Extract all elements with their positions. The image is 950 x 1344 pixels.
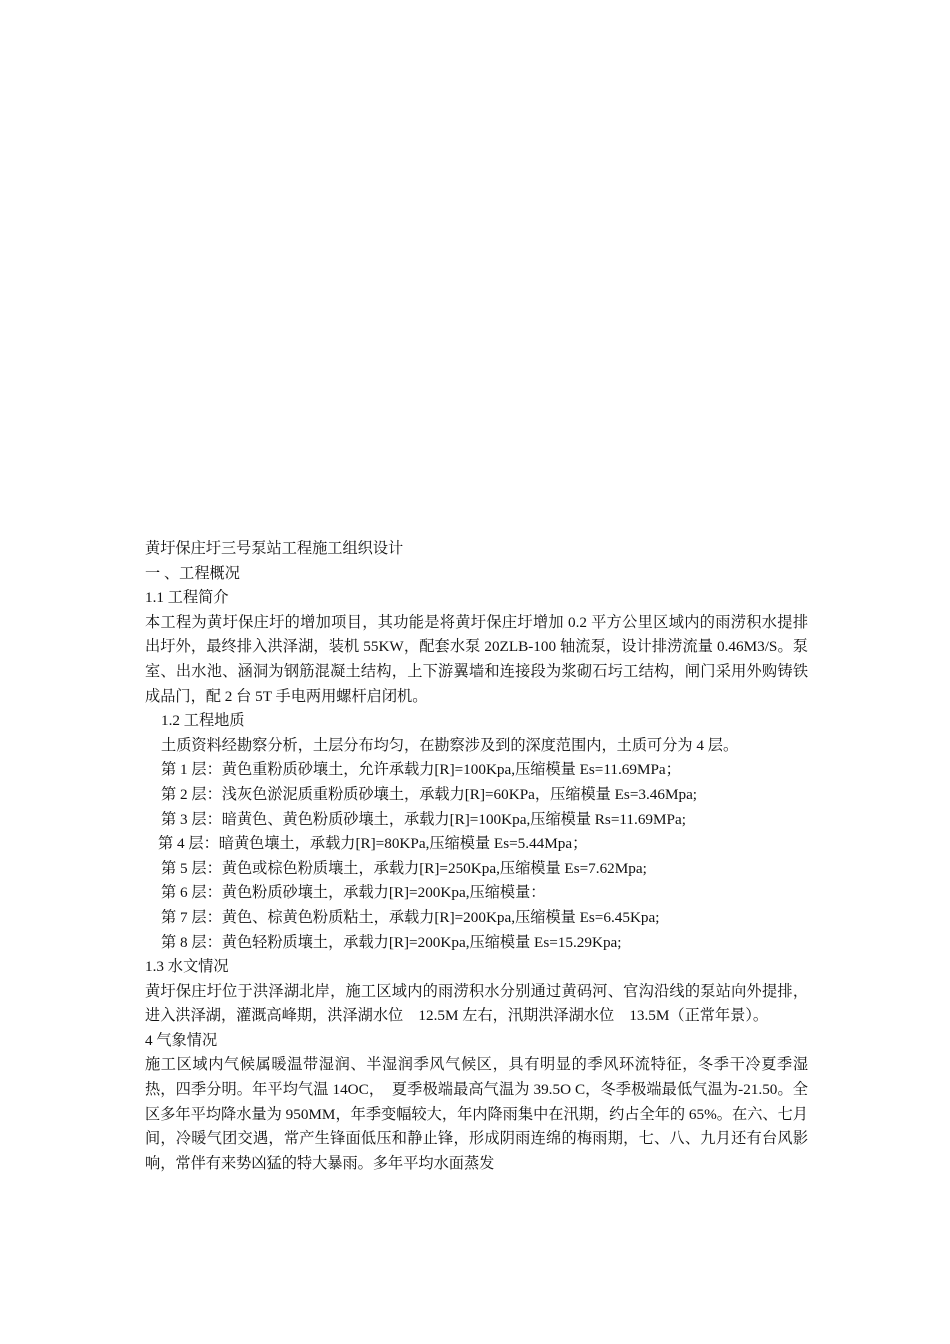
soil-layer-6: 第 6 层：黄色粉质砂壤土，承载力[R]=200Kpa,压缩模量：	[161, 884, 546, 902]
subsection-heading-geology: 1.2 工程地质	[161, 712, 245, 730]
soil-layer-1: 第 1 层：黄色重粉质砂壤土，允许承载力[R]=100Kpa,压缩模量 Es=11.69MPa；	[161, 761, 681, 779]
document-title: 黄圩保庄圩三号泵站工程施工组织设计	[145, 540, 404, 557]
soil-layer-3: 第 3 层：暗黄色、黄色粉质砂壤土，承载力[R]=100Kpa,压缩模量 Rs=11.69MPa;	[161, 810, 686, 828]
paragraph-climate: 施工区域内气候属暖温带湿润、半湿润季风气候区，具有明显的季风环流特征，冬季干冷夏季湿热，四季分明。年平均气温 14OC， 夏季极端最高气温为 39.5O C，冬季极端最低气温为-21.50。全区多年平均降水量为 950MM，年季变幅较大，年内降雨集中在汛期，约占全年的 65%。在六、七月间，冷暖气团交遇，常产生锋面低压和静止锋，形成阴雨连绵的梅雨期，七、八、九月还有台风影响，常伴有来势凶猛的特大暴雨。多年平均水面蒸发	[145, 1056, 808, 1172]
soil-layer-8: 第 8 层：黄色轻粉质壤土，承载力[R]=200Kpa,压缩模量 Es=15.29Kpa;	[161, 933, 622, 951]
paragraph-intro: 本工程为黄圩保庄圩的增加项目，其功能是将黄圩保庄圩增加 0.2 平方公里区域内的雨涝积水提排出圩外，最终排入洪泽湖，装机 55KW，配套水泵 20ZLB-100 轴流泵，设计排涝流量 0.46M3/S。泵室、出水池、涵洞为钢筋混凝土结构，上下游翼墙和连接段为浆砌石圬工结构，闸门采用外购铸铁成品门，配 2 台 5T 手电两用螺杆启闭机。	[145, 613, 808, 705]
subsection-heading-hydrology: 1.3 水文情况	[145, 958, 229, 976]
subsection-heading-climate: 4 气象情况	[145, 1031, 218, 1049]
document-body	[145, 537, 808, 1176]
soil-layer-2: 第 2 层：浅灰色淤泥质重粉质砂壤土，承载力[R]=60KPa，压缩模量 Es=3.46Mpa;	[161, 785, 698, 803]
section-heading-overview: 一 、工程概况	[145, 564, 240, 582]
paragraph-hydrology: 黄圩保庄圩位于洪泽湖北岸，施工区域内的雨涝积水分别通过黄码河、官沟沿线的泵站向外提排，进入洪泽湖，灌溉高峰期，洪泽湖水位 12.5M 左右，汛期洪泽湖水位 13.5M（正常年景）。	[145, 982, 808, 1025]
subsection-heading-intro: 1.1 工程简介	[145, 589, 229, 607]
soil-layer-5: 第 5 层：黄色或棕色粉质壤土，承载力[R]=250Kpa,压缩模量 Es=7.62Mpa;	[161, 859, 647, 877]
soil-layer-4: 第 4 层：暗黄色壤土，承载力[R]=80KPa,压缩模量 Es=5.44Mpa；	[158, 835, 588, 853]
soil-layer-7: 第 7 层：黄色、棕黄色粉质粘土，承载力[R]=200Kpa,压缩模量 Es=6.45Kpa;	[161, 908, 660, 926]
paragraph-geology-intro: 土质资料经勘察分析，土层分布均匀，在勘察涉及到的深度范围内，土质可分为 4 层。	[161, 736, 739, 754]
